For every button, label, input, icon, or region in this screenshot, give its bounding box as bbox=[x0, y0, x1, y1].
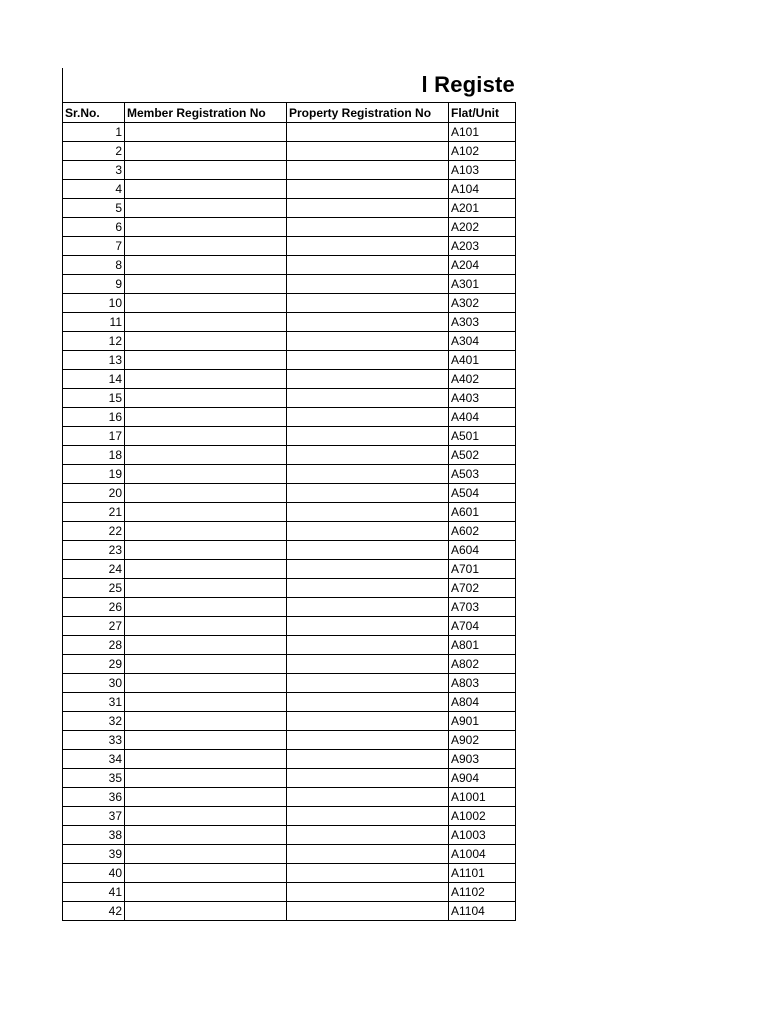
cell-flat-unit[interactable]: A701 bbox=[449, 560, 516, 579]
cell-member-registration[interactable] bbox=[125, 313, 287, 332]
cell-member-registration[interactable] bbox=[125, 750, 287, 769]
table-row bbox=[63, 902, 516, 921]
cell-member-registration[interactable] bbox=[125, 560, 287, 579]
cell-member-registration[interactable] bbox=[125, 123, 287, 142]
table-row bbox=[63, 750, 516, 769]
cell-property-registration[interactable] bbox=[287, 769, 449, 788]
header-row bbox=[63, 103, 516, 123]
table-row bbox=[63, 465, 516, 484]
cell-property-registration[interactable] bbox=[287, 389, 449, 408]
cell-member-registration[interactable] bbox=[125, 731, 287, 750]
table-row bbox=[63, 294, 516, 313]
table-row bbox=[63, 408, 516, 427]
table-row bbox=[63, 693, 516, 712]
cell-property-registration[interactable] bbox=[287, 313, 449, 332]
cell-member-registration[interactable] bbox=[125, 427, 287, 446]
cell-member-registration[interactable] bbox=[125, 598, 287, 617]
table-row bbox=[63, 560, 516, 579]
cell-property-registration[interactable] bbox=[287, 864, 449, 883]
cell-flat-unit[interactable]: A201 bbox=[449, 199, 516, 218]
cell-member-registration[interactable] bbox=[125, 237, 287, 256]
cell-member-registration[interactable] bbox=[125, 579, 287, 598]
cell-flat-unit[interactable]: A902 bbox=[449, 731, 516, 750]
table-row bbox=[63, 674, 516, 693]
cell-sr-no[interactable]: 15 bbox=[63, 389, 125, 408]
cell-sr-no[interactable]: 17 bbox=[63, 427, 125, 446]
cell-flat-unit[interactable]: A404 bbox=[449, 408, 516, 427]
cell-member-registration[interactable] bbox=[125, 883, 287, 902]
cell-property-registration[interactable] bbox=[287, 541, 449, 560]
cell-property-registration[interactable] bbox=[287, 712, 449, 731]
table-row bbox=[63, 731, 516, 750]
cell-flat-unit[interactable]: A102 bbox=[449, 142, 516, 161]
cell-flat-unit[interactable]: A301 bbox=[449, 275, 516, 294]
table-row bbox=[63, 864, 516, 883]
cell-member-registration[interactable] bbox=[125, 541, 287, 560]
cell-flat-unit[interactable]: A904 bbox=[449, 769, 516, 788]
cell-flat-unit[interactable]: A402 bbox=[449, 370, 516, 389]
cell-property-registration[interactable] bbox=[287, 180, 449, 199]
cell-flat-unit[interactable]: A504 bbox=[449, 484, 516, 503]
cell-property-registration[interactable] bbox=[287, 598, 449, 617]
cell-member-registration[interactable] bbox=[125, 788, 287, 807]
cell-sr-no[interactable]: 26 bbox=[63, 598, 125, 617]
cell-member-registration[interactable] bbox=[125, 693, 287, 712]
cell-member-registration[interactable] bbox=[125, 522, 287, 541]
table-row bbox=[63, 845, 516, 864]
table-row bbox=[63, 788, 516, 807]
cell-member-registration[interactable] bbox=[125, 617, 287, 636]
cell-sr-no[interactable]: 34 bbox=[63, 750, 125, 769]
cell-property-registration[interactable] bbox=[287, 674, 449, 693]
cell-member-registration[interactable] bbox=[125, 351, 287, 370]
cell-sr-no[interactable]: 1 bbox=[63, 123, 125, 142]
cell-flat-unit[interactable]: A401 bbox=[449, 351, 516, 370]
cell-flat-unit[interactable]: A1002 bbox=[449, 807, 516, 826]
cell-sr-no[interactable]: 29 bbox=[63, 655, 125, 674]
cell-member-registration[interactable] bbox=[125, 484, 287, 503]
cell-sr-no[interactable]: 24 bbox=[63, 560, 125, 579]
cell-flat-unit[interactable]: A202 bbox=[449, 218, 516, 237]
cell-property-registration[interactable] bbox=[287, 617, 449, 636]
cell-property-registration[interactable] bbox=[287, 693, 449, 712]
cell-sr-no[interactable]: 11 bbox=[63, 313, 125, 332]
page-title: l Registe bbox=[421, 72, 515, 97]
cell-sr-no[interactable]: 4 bbox=[63, 180, 125, 199]
cell-member-registration[interactable] bbox=[125, 161, 287, 180]
cell-flat-unit[interactable]: A304 bbox=[449, 332, 516, 351]
table-row bbox=[63, 883, 516, 902]
cell-member-registration[interactable] bbox=[125, 275, 287, 294]
cell-property-registration[interactable] bbox=[287, 256, 449, 275]
cell-flat-unit[interactable]: A1102 bbox=[449, 883, 516, 902]
table-row bbox=[63, 579, 516, 598]
cell-flat-unit[interactable]: A1001 bbox=[449, 788, 516, 807]
cell-member-registration[interactable] bbox=[125, 674, 287, 693]
table-row bbox=[63, 161, 516, 180]
table-row bbox=[63, 180, 516, 199]
cell-flat-unit[interactable]: A602 bbox=[449, 522, 516, 541]
cell-sr-no[interactable]: 8 bbox=[63, 256, 125, 275]
cell-member-registration[interactable] bbox=[125, 465, 287, 484]
table-row bbox=[63, 636, 516, 655]
cell-property-registration[interactable] bbox=[287, 294, 449, 313]
cell-flat-unit[interactable]: A204 bbox=[449, 256, 516, 275]
cell-sr-no[interactable]: 40 bbox=[63, 864, 125, 883]
cell-flat-unit[interactable]: A903 bbox=[449, 750, 516, 769]
cell-member-registration[interactable] bbox=[125, 807, 287, 826]
table-row bbox=[63, 123, 516, 142]
cell-property-registration[interactable] bbox=[287, 427, 449, 446]
cell-member-registration[interactable] bbox=[125, 389, 287, 408]
table-row bbox=[63, 237, 516, 256]
table-row bbox=[63, 351, 516, 370]
cell-sr-no[interactable]: 30 bbox=[63, 674, 125, 693]
cell-member-registration[interactable] bbox=[125, 655, 287, 674]
cell-sr-no[interactable]: 37 bbox=[63, 807, 125, 826]
cell-property-registration[interactable] bbox=[287, 883, 449, 902]
cell-member-registration[interactable] bbox=[125, 636, 287, 655]
cell-member-registration[interactable] bbox=[125, 294, 287, 313]
cell-sr-no[interactable]: 20 bbox=[63, 484, 125, 503]
table-row bbox=[63, 427, 516, 446]
cell-sr-no[interactable]: 2 bbox=[63, 142, 125, 161]
column-header-property-registration[interactable]: Property Registration No bbox=[287, 103, 449, 123]
column-header-member-registration[interactable]: Member Registration No bbox=[125, 103, 287, 123]
cell-flat-unit[interactable]: A1003 bbox=[449, 826, 516, 845]
cell-flat-unit[interactable]: A901 bbox=[449, 712, 516, 731]
cell-property-registration[interactable] bbox=[287, 370, 449, 389]
cell-flat-unit[interactable]: A104 bbox=[449, 180, 516, 199]
table-row bbox=[63, 807, 516, 826]
cell-sr-no[interactable]: 9 bbox=[63, 275, 125, 294]
cell-property-registration[interactable] bbox=[287, 655, 449, 674]
cell-sr-no[interactable]: 18 bbox=[63, 446, 125, 465]
cell-flat-unit[interactable]: A803 bbox=[449, 674, 516, 693]
cell-sr-no[interactable]: 6 bbox=[63, 218, 125, 237]
table-row bbox=[63, 541, 516, 560]
cell-flat-unit[interactable]: A601 bbox=[449, 503, 516, 522]
table-row bbox=[63, 655, 516, 674]
cell-property-registration[interactable] bbox=[287, 522, 449, 541]
cell-property-registration[interactable] bbox=[287, 123, 449, 142]
cell-sr-no[interactable]: 32 bbox=[63, 712, 125, 731]
cell-property-registration[interactable] bbox=[287, 408, 449, 427]
column-header-sr-no[interactable]: Sr.No. bbox=[63, 103, 125, 123]
cell-sr-no[interactable]: 31 bbox=[63, 693, 125, 712]
cell-sr-no[interactable]: 27 bbox=[63, 617, 125, 636]
cell-flat-unit[interactable]: A503 bbox=[449, 465, 516, 484]
table-row bbox=[63, 522, 516, 541]
cell-flat-unit[interactable]: A302 bbox=[449, 294, 516, 313]
table-row bbox=[63, 446, 516, 465]
cell-member-registration[interactable] bbox=[125, 864, 287, 883]
cell-member-registration[interactable] bbox=[125, 902, 287, 921]
table-row bbox=[63, 218, 516, 237]
table-row bbox=[63, 769, 516, 788]
cell-property-registration[interactable] bbox=[287, 579, 449, 598]
cell-flat-unit[interactable]: A702 bbox=[449, 579, 516, 598]
cell-flat-unit[interactable]: A203 bbox=[449, 237, 516, 256]
cell-property-registration[interactable] bbox=[287, 560, 449, 579]
cell-member-registration[interactable] bbox=[125, 256, 287, 275]
cell-sr-no[interactable]: 12 bbox=[63, 332, 125, 351]
cell-property-registration[interactable] bbox=[287, 826, 449, 845]
cell-sr-no[interactable]: 19 bbox=[63, 465, 125, 484]
cell-property-registration[interactable] bbox=[287, 237, 449, 256]
cell-sr-no[interactable]: 7 bbox=[63, 237, 125, 256]
register-body bbox=[63, 123, 516, 921]
cell-sr-no[interactable]: 28 bbox=[63, 636, 125, 655]
cell-sr-no[interactable]: 41 bbox=[63, 883, 125, 902]
table-row bbox=[63, 389, 516, 408]
cell-property-registration[interactable] bbox=[287, 731, 449, 750]
cell-member-registration[interactable] bbox=[125, 826, 287, 845]
cell-sr-no[interactable]: 10 bbox=[63, 294, 125, 313]
table-row bbox=[63, 503, 516, 522]
cell-member-registration[interactable] bbox=[125, 218, 287, 237]
cell-member-registration[interactable] bbox=[125, 332, 287, 351]
title-row bbox=[62, 68, 515, 102]
cell-sr-no[interactable]: 22 bbox=[63, 522, 125, 541]
cell-flat-unit[interactable]: A1104 bbox=[449, 902, 516, 921]
cell-sr-no[interactable]: 25 bbox=[63, 579, 125, 598]
cell-property-registration[interactable] bbox=[287, 636, 449, 655]
cell-sr-no[interactable]: 14 bbox=[63, 370, 125, 389]
cell-property-registration[interactable] bbox=[287, 332, 449, 351]
table-row bbox=[63, 370, 516, 389]
table-row bbox=[63, 256, 516, 275]
cell-member-registration[interactable] bbox=[125, 712, 287, 731]
cell-flat-unit[interactable]: A1101 bbox=[449, 864, 516, 883]
cell-property-registration[interactable] bbox=[287, 465, 449, 484]
cell-flat-unit[interactable]: A703 bbox=[449, 598, 516, 617]
cell-member-registration[interactable] bbox=[125, 845, 287, 864]
cell-property-registration[interactable] bbox=[287, 218, 449, 237]
table-row bbox=[63, 199, 516, 218]
cell-flat-unit[interactable]: A804 bbox=[449, 693, 516, 712]
cell-member-registration[interactable] bbox=[125, 370, 287, 389]
cell-sr-no[interactable]: 38 bbox=[63, 826, 125, 845]
cell-property-registration[interactable] bbox=[287, 807, 449, 826]
cell-sr-no[interactable]: 21 bbox=[63, 503, 125, 522]
register-table bbox=[62, 102, 516, 921]
cell-property-registration[interactable] bbox=[287, 484, 449, 503]
cell-property-registration[interactable] bbox=[287, 503, 449, 522]
cell-member-registration[interactable] bbox=[125, 769, 287, 788]
table-row bbox=[63, 617, 516, 636]
cell-property-registration[interactable] bbox=[287, 845, 449, 864]
cell-sr-no[interactable]: 13 bbox=[63, 351, 125, 370]
column-header-flat-unit[interactable]: Flat/Unit bbox=[449, 103, 516, 123]
cell-property-registration[interactable] bbox=[287, 750, 449, 769]
cell-flat-unit[interactable]: A704 bbox=[449, 617, 516, 636]
table-row bbox=[63, 313, 516, 332]
cell-flat-unit[interactable]: A502 bbox=[449, 446, 516, 465]
cell-property-registration[interactable] bbox=[287, 275, 449, 294]
cell-flat-unit[interactable]: A403 bbox=[449, 389, 516, 408]
cell-property-registration[interactable] bbox=[287, 902, 449, 921]
cell-flat-unit[interactable]: A303 bbox=[449, 313, 516, 332]
cell-flat-unit[interactable]: A801 bbox=[449, 636, 516, 655]
cell-sr-no[interactable]: 36 bbox=[63, 788, 125, 807]
cell-sr-no[interactable]: 5 bbox=[63, 199, 125, 218]
table-row bbox=[63, 598, 516, 617]
table-row bbox=[63, 275, 516, 294]
cell-member-registration[interactable] bbox=[125, 503, 287, 522]
cell-sr-no[interactable]: 23 bbox=[63, 541, 125, 560]
table-row bbox=[63, 332, 516, 351]
cell-sr-no[interactable]: 39 bbox=[63, 845, 125, 864]
cell-sr-no[interactable]: 33 bbox=[63, 731, 125, 750]
cell-flat-unit[interactable]: A101 bbox=[449, 123, 516, 142]
cell-member-registration[interactable] bbox=[125, 446, 287, 465]
table-row bbox=[63, 484, 516, 503]
cell-member-registration[interactable] bbox=[125, 199, 287, 218]
cell-sr-no[interactable]: 42 bbox=[63, 902, 125, 921]
cell-sr-no[interactable]: 35 bbox=[63, 769, 125, 788]
cell-sr-no[interactable]: 16 bbox=[63, 408, 125, 427]
table-row bbox=[63, 712, 516, 731]
cell-flat-unit[interactable]: A103 bbox=[449, 161, 516, 180]
table-row bbox=[63, 142, 516, 161]
cell-flat-unit[interactable]: A802 bbox=[449, 655, 516, 674]
cell-member-registration[interactable] bbox=[125, 142, 287, 161]
cell-property-registration[interactable] bbox=[287, 199, 449, 218]
cell-flat-unit[interactable]: A604 bbox=[449, 541, 516, 560]
cell-property-registration[interactable] bbox=[287, 142, 449, 161]
cell-member-registration[interactable] bbox=[125, 408, 287, 427]
cell-property-registration[interactable] bbox=[287, 788, 449, 807]
cell-flat-unit[interactable]: A1004 bbox=[449, 845, 516, 864]
cell-property-registration[interactable] bbox=[287, 161, 449, 180]
table-row bbox=[63, 826, 516, 845]
cell-sr-no[interactable]: 3 bbox=[63, 161, 125, 180]
cell-property-registration[interactable] bbox=[287, 351, 449, 370]
cell-property-registration[interactable] bbox=[287, 446, 449, 465]
cell-member-registration[interactable] bbox=[125, 180, 287, 199]
cell-flat-unit[interactable]: A501 bbox=[449, 427, 516, 446]
